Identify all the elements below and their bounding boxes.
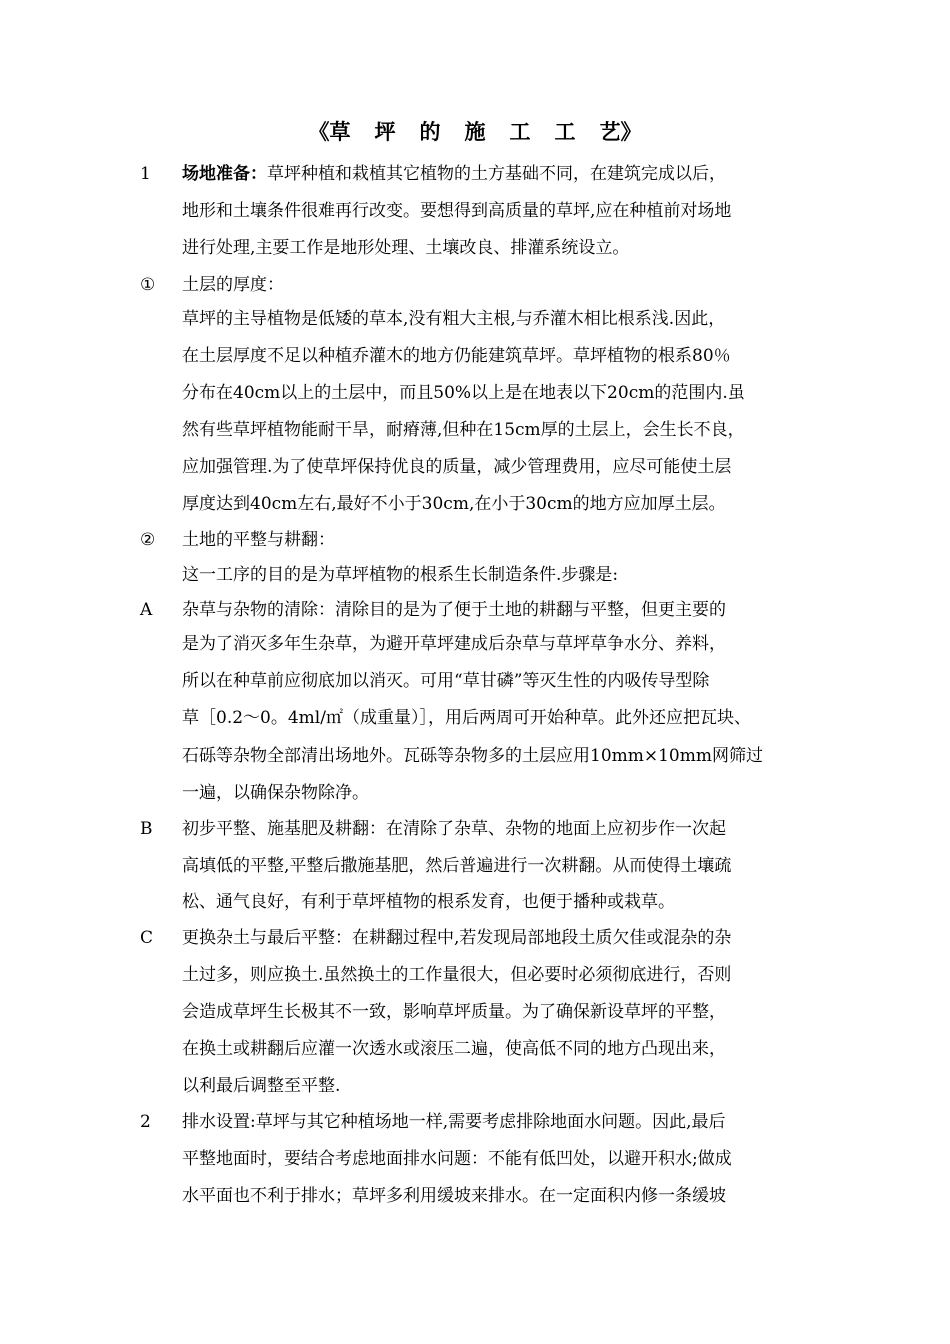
subsection-heading: 土层的厚度： [182,275,284,295]
paragraph-line: 水平面也不利于排水；草坪多利用缓坡来排水。在一定面积内修一条缓坡 [182,1186,726,1206]
paragraph-line: 初步平整、施基肥及耕翻：在清除了杂草、杂物的地面上应初步作一次起 [182,819,726,839]
paragraph-line: 一遍，以确保杂物除净。 [182,783,369,803]
title-char: 的 [419,120,441,144]
title-char: 坪 [374,120,396,144]
paragraph-line: 草［0.2～0。4ml/㎡（成重量）］，用后两周可开始种草。此外还应把瓦块、 [182,708,751,728]
section-number: 1 [140,164,151,184]
paragraph-line: 排水设置:草坪与其它种植场地一样,需要考虑排除地面水问题。因此,最后 [182,1112,726,1132]
paragraph-line: 然有些草坪植物能耐干旱，耐瘠薄,但种在15cm厚的土层上，会生长不良， [182,420,745,440]
paragraph-line: 杂草与杂物的清除：清除目的是为了便于土地的耕翻与平整，但更主要的 [182,600,726,620]
paragraph-line: 以利最后调整至平整. [182,1076,341,1096]
paragraph-line: 草坪的主导植物是低矮的草本,没有粗大主根,与乔灌木相比根系浅.因此， [182,309,726,329]
paragraph-line: 会造成草坪生长极其不一致，影响草坪质量。为了确保新设草坪的平整， [182,1002,726,1022]
title-char: 艺》 [599,120,642,144]
title-char: 《草 [308,120,351,144]
title-char: 工 [509,120,531,144]
section-number: B [140,819,153,839]
subsection-heading: 土地的平整与耕翻： [182,530,335,550]
paragraph-line: 分布在40cm以上的土层中，而且50%以上是在地表以下20cm的范围内.虽 [182,383,745,403]
title-char: 施 [464,120,486,144]
document-title [0,116,950,146]
paragraph-line: 平整地面时，要结合考虑地面排水问题：不能有低凹处，以避开积水;做成 [182,1149,732,1169]
paragraph-line [182,163,726,185]
section-number: C [140,928,154,948]
section-heading: 场地准备： [182,164,267,184]
section-number: ① [140,275,156,295]
paragraph-line: 在土层厚度不足以种植乔灌木的地方仍能建筑草坪。草坪植物的根系80％ [182,346,731,366]
paragraph-line: 所以在种草前应彻底加以消灭。可用“草甘磷”等灭生性的内吸传导型除 [182,671,710,691]
section-number: 2 [140,1112,151,1132]
paragraph-line: 石砾等杂物全部清出场地外。瓦砾等杂物多的土层应用10mm×10mm网筛过 [182,746,763,766]
paragraph-line: 土过多，则应换土.虽然换土的工作量很大，但必要时必须彻底进行，否则 [182,965,732,985]
paragraph-line: 地形和土壤条件很难再行改变。要想得到高质量的草坪,应在种植前对场地 [182,201,732,221]
paragraph-line: 松、通气良好，有利于草坪植物的根系发育，也便于播种或栽草。 [182,892,675,912]
title-char: 工 [554,120,576,144]
paragraph-line: 在换土或耕翻后应灌一次透水或滚压二遍，使高低不同的地方凸现出来， [182,1039,726,1059]
paragraph-line: 更换杂土与最后平整：在耕翻过程中,若发现局部地段土质欠佳或混杂的杂 [182,928,732,948]
section-number: ② [140,530,156,550]
paragraph-text: 草坪种植和栽植其它植物的土方基础不同，在建筑完成以后， [267,164,726,184]
paragraph-line: 厚度达到40cm左右,最好不小于30cm,在小于30cm的地方应加厚土层。 [182,494,726,514]
paragraph-line: 高填低的平整,平整后撒施基肥，然后普遍进行一次耕翻。从而使得土壤疏 [182,856,732,876]
paragraph-line: 这一工序的目的是为草坪植物的根系生长制造条件.步骤是: [182,565,619,585]
paragraph-line: 是为了消灭多年生杂草，为避开草坪建成后杂草与草坪草争水分、养料， [182,634,726,654]
paragraph-line: 应加强管理.为了使草坪保持优良的质量，减少管理费用，应尽可能使土层 [182,457,732,477]
section-number: A [140,600,153,620]
paragraph-line: 进行处理,主要工作是地形处理、土壤改良、排灌系统设立。 [182,238,630,258]
